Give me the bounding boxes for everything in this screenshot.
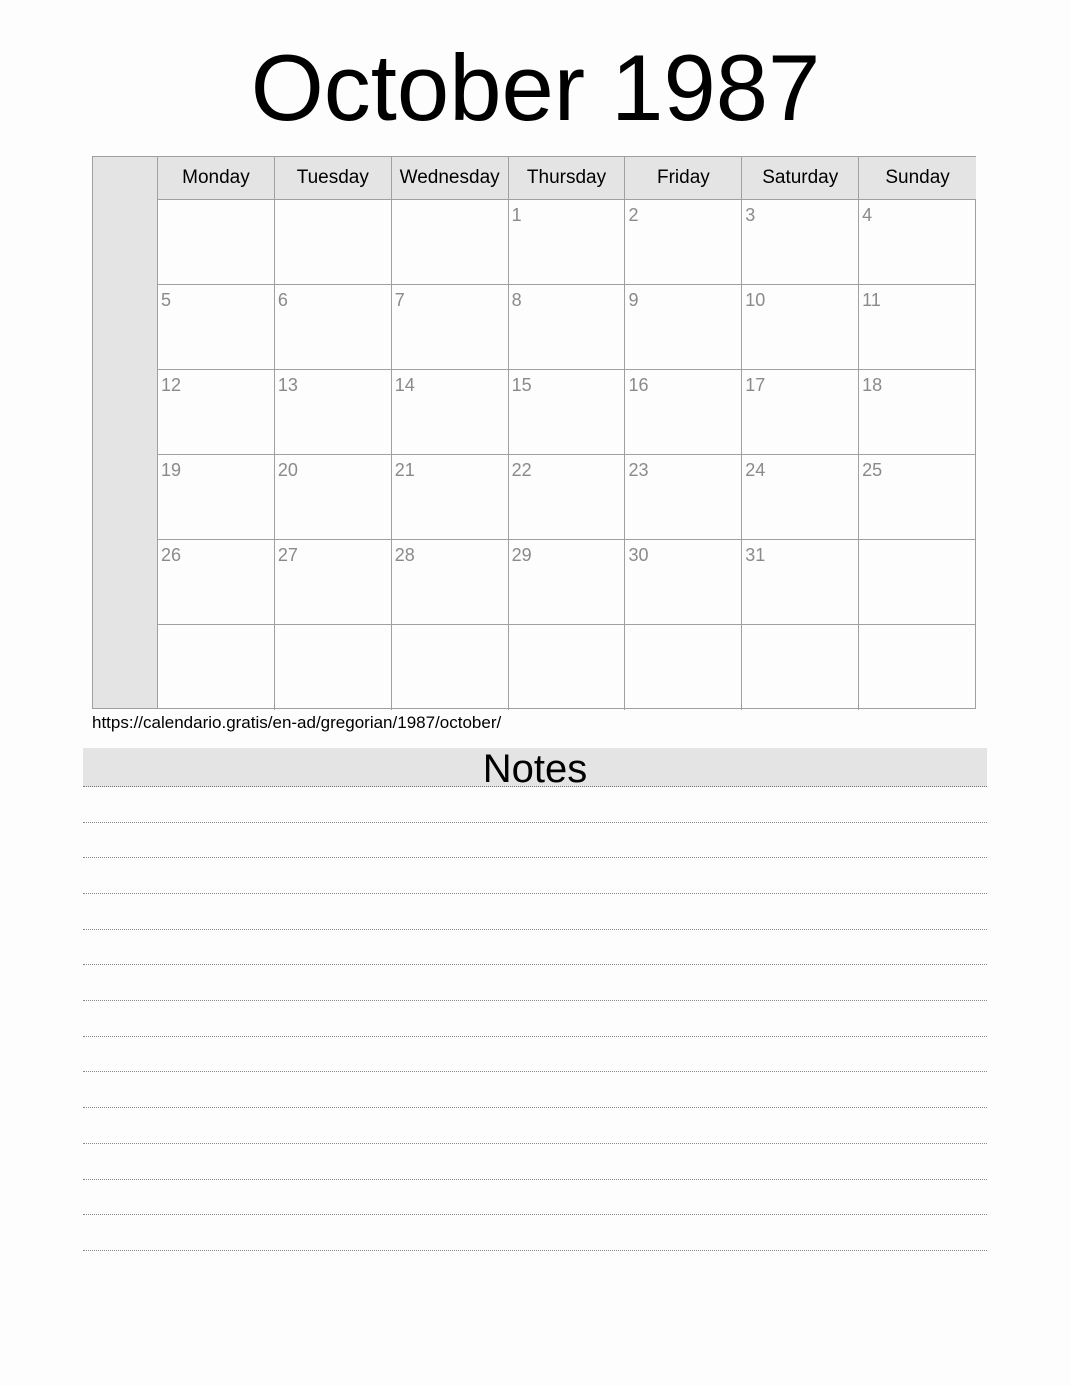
day-cell — [742, 200, 859, 285]
day-cell — [742, 540, 859, 625]
notes-line — [83, 929, 987, 930]
notes-line — [83, 1107, 987, 1108]
notes-line — [83, 1250, 987, 1251]
day-number: 2 — [628, 205, 639, 225]
day-cell — [742, 625, 859, 710]
day-number: 13 — [277, 375, 298, 395]
day-cell — [625, 625, 742, 710]
day-number: 31 — [745, 545, 766, 565]
day-cell — [509, 285, 626, 370]
day-cell — [859, 370, 976, 455]
notes-heading: Notes — [83, 748, 987, 787]
day-number: 3 — [745, 205, 756, 225]
day-number: 20 — [277, 460, 298, 480]
day-number: 24 — [745, 460, 766, 480]
weekday-header-sunday: Sunday — [885, 167, 950, 188]
weekday-header-tuesday: Tuesday — [275, 157, 392, 199]
day-cell — [625, 285, 742, 370]
week-row — [158, 455, 976, 540]
weekday-header-monday: Monday — [158, 157, 275, 199]
day-cell — [509, 625, 626, 710]
day-cell — [275, 370, 392, 455]
day-cell — [509, 540, 626, 625]
day-cell — [509, 455, 626, 540]
day-number: 18 — [862, 375, 883, 395]
week-row — [158, 200, 976, 285]
weekday-header-wednesday: Wednesday — [392, 157, 509, 199]
source-url: https://calendario.gratis/en-ad/gregorian/1987/october/ — [92, 713, 502, 732]
day-number: 27 — [277, 545, 298, 565]
day-cell — [158, 540, 275, 625]
day-cell — [392, 200, 509, 285]
day-cell — [158, 285, 275, 370]
notes-line — [83, 822, 987, 823]
day-cell — [742, 455, 859, 540]
day-cell — [158, 625, 275, 710]
day-cell — [859, 540, 976, 625]
day-number: 23 — [628, 460, 649, 480]
day-cell — [509, 200, 626, 285]
day-cell — [275, 625, 392, 710]
day-number: 26 — [161, 545, 182, 565]
day-number: 21 — [394, 460, 415, 480]
day-number: 16 — [628, 375, 649, 395]
day-cell — [625, 200, 742, 285]
day-number: 9 — [628, 290, 639, 310]
day-cell — [509, 370, 626, 455]
day-number: 7 — [394, 290, 405, 310]
day-cell — [158, 370, 275, 455]
day-cell — [859, 625, 976, 710]
day-number: 15 — [511, 375, 532, 395]
notes-line — [83, 1071, 987, 1072]
day-number: 12 — [161, 375, 182, 395]
day-number: 5 — [161, 290, 172, 310]
day-cell — [625, 455, 742, 540]
week-row — [158, 370, 976, 455]
notes-line — [83, 893, 987, 894]
day-number: 11 — [862, 290, 881, 310]
weekday-header-friday: Friday — [625, 157, 742, 199]
week-row — [158, 540, 976, 625]
page-title: October 1987 — [250, 35, 821, 140]
notes-line — [83, 1036, 987, 1037]
day-cell — [392, 285, 509, 370]
day-cell — [859, 455, 976, 540]
calendar-grid — [158, 200, 976, 710]
notes-line — [83, 964, 987, 965]
day-number: 25 — [862, 460, 883, 480]
day-number: 19 — [161, 460, 182, 480]
day-number: 4 — [862, 205, 873, 225]
day-number: 10 — [745, 290, 766, 310]
day-cell — [625, 370, 742, 455]
day-number: 22 — [511, 460, 532, 480]
day-cell — [859, 285, 976, 370]
day-cell — [392, 455, 509, 540]
day-number: 28 — [394, 545, 415, 565]
day-cell — [275, 200, 392, 285]
notes-line — [83, 857, 987, 858]
weekday-header-row — [158, 157, 976, 200]
day-cell — [742, 285, 859, 370]
day-cell — [859, 200, 976, 285]
day-cell — [392, 625, 509, 710]
day-cell — [275, 540, 392, 625]
calendar-table — [92, 156, 976, 709]
day-number: 17 — [745, 375, 766, 395]
week-number-column — [93, 157, 158, 708]
notes-line — [83, 1179, 987, 1180]
day-cell — [158, 455, 275, 540]
day-cell — [275, 455, 392, 540]
day-cell — [625, 540, 742, 625]
day-number: 1 — [511, 205, 522, 225]
day-number: 6 — [277, 290, 288, 310]
day-number: 14 — [394, 375, 415, 395]
day-cell — [275, 285, 392, 370]
day-cell — [392, 370, 509, 455]
day-number: 8 — [511, 290, 522, 310]
weekday-header-thursday: Thursday — [509, 157, 626, 199]
weekday-header-saturday: Saturday — [742, 157, 859, 199]
day-cell — [742, 370, 859, 455]
day-cell — [392, 540, 509, 625]
day-number: 30 — [628, 545, 649, 565]
notes-line — [83, 1214, 987, 1215]
notes-line — [83, 1143, 987, 1144]
week-row — [158, 285, 976, 370]
day-number: 29 — [511, 545, 532, 565]
notes-line — [83, 1000, 987, 1001]
week-row — [158, 625, 976, 710]
day-cell — [158, 200, 275, 285]
